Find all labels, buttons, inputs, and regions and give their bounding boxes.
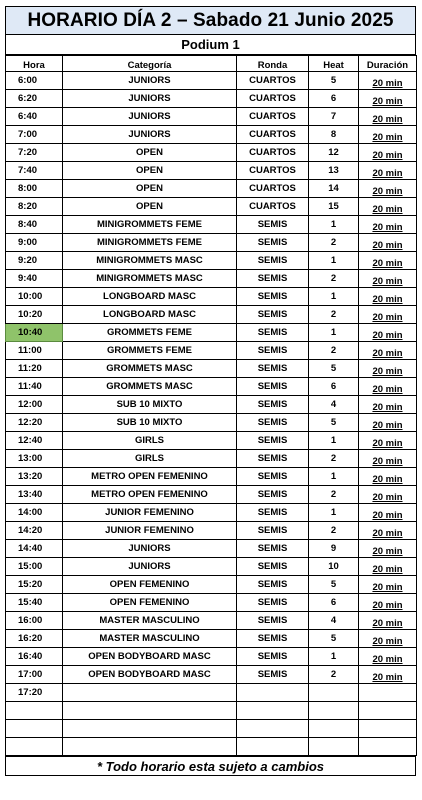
table-row	[6, 666, 417, 684]
cell-heat: 2	[309, 306, 359, 324]
table-row	[6, 738, 417, 756]
schedule-table	[5, 55, 417, 756]
cell-hora: 8:40	[6, 216, 63, 234]
cell-ronda: SEMIS	[237, 432, 309, 450]
cell-duracion: 20 min	[359, 360, 417, 378]
cell-heat: 14	[309, 180, 359, 198]
cell-ronda: SEMIS	[237, 342, 309, 360]
cell-duracion: 20 min	[359, 576, 417, 594]
cell-categoria	[63, 738, 237, 756]
cell-heat: 6	[309, 378, 359, 396]
cell-ronda: SEMIS	[237, 522, 309, 540]
cell-heat: 9	[309, 540, 359, 558]
cell-heat: 1	[309, 216, 359, 234]
cell-hora: 7:00	[6, 126, 63, 144]
cell-hora: 14:20	[6, 522, 63, 540]
cell-heat: 1	[309, 324, 359, 342]
cell-categoria: OPEN	[63, 198, 237, 216]
cell-hora: 13:20	[6, 468, 63, 486]
cell-duracion: 20 min	[359, 144, 417, 162]
table-row	[6, 414, 417, 432]
table-row	[6, 486, 417, 504]
cell-duracion: 20 min	[359, 648, 417, 666]
cell-hora: 11:40	[6, 378, 63, 396]
cell-ronda: SEMIS	[237, 612, 309, 630]
table-row	[6, 432, 417, 450]
cell-heat	[309, 720, 359, 738]
cell-ronda: SEMIS	[237, 324, 309, 342]
cell-heat: 2	[309, 666, 359, 684]
cell-duracion: 20 min	[359, 486, 417, 504]
cell-ronda: CUARTOS	[237, 108, 309, 126]
table-row	[6, 450, 417, 468]
cell-duracion	[359, 738, 417, 756]
cell-ronda: CUARTOS	[237, 72, 309, 90]
cell-categoria: GIRLS	[63, 450, 237, 468]
cell-ronda: CUARTOS	[237, 162, 309, 180]
table-row	[6, 576, 417, 594]
cell-hora: 17:20	[6, 684, 63, 702]
cell-heat	[309, 702, 359, 720]
cell-hora: 9:20	[6, 252, 63, 270]
cell-hora: 13:40	[6, 486, 63, 504]
cell-duracion	[359, 702, 417, 720]
table-header-row	[6, 56, 417, 72]
cell-ronda: SEMIS	[237, 378, 309, 396]
cell-duracion: 20 min	[359, 504, 417, 522]
cell-heat: 15	[309, 198, 359, 216]
cell-hora: 12:00	[6, 396, 63, 414]
cell-heat: 13	[309, 162, 359, 180]
cell-heat: 2	[309, 270, 359, 288]
cell-categoria: MASTER MASCULINO	[63, 630, 237, 648]
table-row	[6, 144, 417, 162]
table-row	[6, 360, 417, 378]
table-row	[6, 342, 417, 360]
cell-hora: 17:00	[6, 666, 63, 684]
cell-duracion: 20 min	[359, 288, 417, 306]
cell-hora: 15:40	[6, 594, 63, 612]
cell-ronda: SEMIS	[237, 396, 309, 414]
cell-hora: 12:20	[6, 414, 63, 432]
cell-categoria: OPEN	[63, 180, 237, 198]
cell-heat: 2	[309, 342, 359, 360]
schedule-title: HORARIO DÍA 2 – Sabado 21 Junio 2025	[5, 6, 416, 35]
cell-categoria: OPEN FEMENINO	[63, 594, 237, 612]
cell-duracion: 20 min	[359, 666, 417, 684]
schedule-sheet	[5, 6, 416, 776]
cell-duracion: 20 min	[359, 342, 417, 360]
cell-categoria: MINIGROMMETS FEME	[63, 234, 237, 252]
cell-hora: 9:00	[6, 234, 63, 252]
cell-categoria: METRO OPEN FEMENINO	[63, 468, 237, 486]
cell-categoria	[63, 720, 237, 738]
cell-heat: 12	[309, 144, 359, 162]
cell-categoria: JUNIORS	[63, 540, 237, 558]
cell-categoria: METRO OPEN FEMENINO	[63, 486, 237, 504]
cell-hora: 8:00	[6, 180, 63, 198]
table-row	[6, 234, 417, 252]
table-row	[6, 270, 417, 288]
column-header-categoria: Categoría	[63, 56, 237, 72]
table-row	[6, 216, 417, 234]
cell-duracion	[359, 684, 417, 702]
table-row	[6, 468, 417, 486]
cell-duracion: 20 min	[359, 558, 417, 576]
cell-ronda: CUARTOS	[237, 198, 309, 216]
cell-duracion: 20 min	[359, 540, 417, 558]
cell-heat: 1	[309, 468, 359, 486]
table-row	[6, 648, 417, 666]
cell-hora: 6:40	[6, 108, 63, 126]
cell-hora: 14:00	[6, 504, 63, 522]
cell-hora: 16:40	[6, 648, 63, 666]
cell-duracion: 20 min	[359, 180, 417, 198]
cell-ronda: SEMIS	[237, 504, 309, 522]
cell-ronda: SEMIS	[237, 270, 309, 288]
cell-heat: 1	[309, 504, 359, 522]
cell-duracion	[359, 720, 417, 738]
cell-ronda: SEMIS	[237, 288, 309, 306]
table-row	[6, 594, 417, 612]
cell-ronda: SEMIS	[237, 576, 309, 594]
cell-ronda	[237, 684, 309, 702]
cell-duracion: 20 min	[359, 72, 417, 90]
cell-ronda: SEMIS	[237, 252, 309, 270]
cell-ronda: SEMIS	[237, 360, 309, 378]
cell-hora: 15:00	[6, 558, 63, 576]
cell-categoria: JUNIOR FEMENINO	[63, 504, 237, 522]
cell-heat: 5	[309, 72, 359, 90]
cell-ronda: SEMIS	[237, 666, 309, 684]
cell-heat: 2	[309, 486, 359, 504]
cell-heat: 1	[309, 648, 359, 666]
table-row	[6, 684, 417, 702]
column-header-duracion: Duración	[359, 56, 417, 72]
column-header-ronda: Ronda	[237, 56, 309, 72]
cell-categoria: JUNIORS	[63, 72, 237, 90]
cell-categoria: OPEN	[63, 144, 237, 162]
cell-categoria: LONGBOARD MASC	[63, 288, 237, 306]
cell-duracion: 20 min	[359, 270, 417, 288]
cell-duracion: 20 min	[359, 90, 417, 108]
cell-hora	[6, 702, 63, 720]
column-header-heat: Heat	[309, 56, 359, 72]
cell-hora: 7:40	[6, 162, 63, 180]
table-row	[6, 252, 417, 270]
table-row	[6, 108, 417, 126]
table-row	[6, 540, 417, 558]
cell-heat: 6	[309, 90, 359, 108]
venue-subtitle: Podium 1	[5, 35, 416, 55]
table-row	[6, 324, 417, 342]
cell-duracion: 20 min	[359, 252, 417, 270]
cell-ronda	[237, 720, 309, 738]
cell-hora: 13:00	[6, 450, 63, 468]
cell-duracion: 20 min	[359, 306, 417, 324]
cell-categoria: GROMMETS MASC	[63, 378, 237, 396]
cell-heat: 2	[309, 234, 359, 252]
cell-duracion: 20 min	[359, 378, 417, 396]
table-row	[6, 288, 417, 306]
cell-duracion: 20 min	[359, 216, 417, 234]
cell-duracion: 20 min	[359, 468, 417, 486]
table-row	[6, 90, 417, 108]
table-row	[6, 630, 417, 648]
cell-duracion: 20 min	[359, 432, 417, 450]
cell-categoria: OPEN	[63, 162, 237, 180]
cell-duracion: 20 min	[359, 198, 417, 216]
cell-heat	[309, 684, 359, 702]
cell-heat	[309, 738, 359, 756]
cell-heat: 5	[309, 576, 359, 594]
cell-hora	[6, 720, 63, 738]
cell-categoria: GROMMETS MASC	[63, 360, 237, 378]
cell-categoria: MINIGROMMETS MASC	[63, 252, 237, 270]
cell-heat: 5	[309, 360, 359, 378]
table-row	[6, 72, 417, 90]
cell-duracion: 20 min	[359, 612, 417, 630]
table-row	[6, 720, 417, 738]
table-row	[6, 198, 417, 216]
cell-categoria: GIRLS	[63, 432, 237, 450]
cell-ronda: SEMIS	[237, 234, 309, 252]
cell-categoria: JUNIORS	[63, 90, 237, 108]
cell-categoria: JUNIORS	[63, 558, 237, 576]
cell-heat: 2	[309, 522, 359, 540]
cell-ronda: SEMIS	[237, 630, 309, 648]
cell-ronda: CUARTOS	[237, 144, 309, 162]
cell-categoria: LONGBOARD MASC	[63, 306, 237, 324]
table-row	[6, 180, 417, 198]
cell-hora: 10:40	[6, 324, 63, 342]
cell-ronda: SEMIS	[237, 540, 309, 558]
table-row	[6, 162, 417, 180]
cell-hora: 6:20	[6, 90, 63, 108]
table-row	[6, 378, 417, 396]
cell-hora: 11:00	[6, 342, 63, 360]
cell-categoria: GROMMETS FEME	[63, 342, 237, 360]
cell-heat: 1	[309, 288, 359, 306]
cell-heat: 5	[309, 630, 359, 648]
table-row	[6, 126, 417, 144]
cell-categoria: OPEN BODYBOARD MASC	[63, 648, 237, 666]
cell-duracion: 20 min	[359, 522, 417, 540]
cell-categoria: JUNIORS	[63, 108, 237, 126]
cell-heat: 6	[309, 594, 359, 612]
schedule-footer-note: * Todo horario esta sujeto a cambios	[5, 756, 416, 776]
cell-hora: 7:20	[6, 144, 63, 162]
cell-duracion: 20 min	[359, 126, 417, 144]
cell-duracion: 20 min	[359, 108, 417, 126]
cell-categoria: GROMMETS FEME	[63, 324, 237, 342]
cell-categoria: MASTER MASCULINO	[63, 612, 237, 630]
cell-hora: 8:20	[6, 198, 63, 216]
cell-ronda	[237, 702, 309, 720]
cell-ronda: SEMIS	[237, 558, 309, 576]
cell-ronda: SEMIS	[237, 468, 309, 486]
cell-hora: 10:20	[6, 306, 63, 324]
cell-heat: 1	[309, 432, 359, 450]
cell-ronda: SEMIS	[237, 414, 309, 432]
cell-duracion: 20 min	[359, 594, 417, 612]
cell-heat: 10	[309, 558, 359, 576]
cell-categoria: OPEN BODYBOARD MASC	[63, 666, 237, 684]
cell-duracion: 20 min	[359, 234, 417, 252]
cell-hora: 9:40	[6, 270, 63, 288]
table-row	[6, 702, 417, 720]
table-row	[6, 504, 417, 522]
cell-ronda: SEMIS	[237, 450, 309, 468]
cell-duracion: 20 min	[359, 396, 417, 414]
cell-heat: 8	[309, 126, 359, 144]
table-row	[6, 522, 417, 540]
cell-ronda	[237, 738, 309, 756]
cell-ronda: SEMIS	[237, 306, 309, 324]
cell-hora: 10:00	[6, 288, 63, 306]
cell-duracion: 20 min	[359, 450, 417, 468]
cell-categoria: MINIGROMMETS MASC	[63, 270, 237, 288]
cell-hora: 16:00	[6, 612, 63, 630]
table-row	[6, 306, 417, 324]
cell-heat: 5	[309, 414, 359, 432]
cell-categoria	[63, 702, 237, 720]
cell-categoria: OPEN FEMENINO	[63, 576, 237, 594]
cell-ronda: SEMIS	[237, 216, 309, 234]
cell-hora: 16:20	[6, 630, 63, 648]
cell-heat: 4	[309, 396, 359, 414]
cell-ronda: SEMIS	[237, 648, 309, 666]
cell-heat: 2	[309, 450, 359, 468]
cell-duracion: 20 min	[359, 630, 417, 648]
cell-categoria: SUB 10 MIXTO	[63, 396, 237, 414]
cell-hora: 11:20	[6, 360, 63, 378]
cell-categoria: SUB 10 MIXTO	[63, 414, 237, 432]
cell-duracion: 20 min	[359, 162, 417, 180]
cell-ronda: SEMIS	[237, 486, 309, 504]
table-row	[6, 396, 417, 414]
table-row	[6, 558, 417, 576]
cell-ronda: CUARTOS	[237, 90, 309, 108]
cell-categoria: JUNIORS	[63, 126, 237, 144]
cell-categoria: MINIGROMMETS FEME	[63, 216, 237, 234]
cell-heat: 1	[309, 252, 359, 270]
cell-heat: 7	[309, 108, 359, 126]
cell-hora	[6, 738, 63, 756]
cell-hora: 6:00	[6, 72, 63, 90]
cell-categoria: JUNIOR FEMENINO	[63, 522, 237, 540]
table-row	[6, 612, 417, 630]
cell-hora: 15:20	[6, 576, 63, 594]
cell-duracion: 20 min	[359, 324, 417, 342]
cell-duracion: 20 min	[359, 414, 417, 432]
cell-ronda: CUARTOS	[237, 126, 309, 144]
column-header-hora: Hora	[6, 56, 63, 72]
cell-hora: 14:40	[6, 540, 63, 558]
cell-hora: 12:40	[6, 432, 63, 450]
cell-heat: 4	[309, 612, 359, 630]
cell-categoria	[63, 684, 237, 702]
cell-ronda: CUARTOS	[237, 180, 309, 198]
cell-ronda: SEMIS	[237, 594, 309, 612]
